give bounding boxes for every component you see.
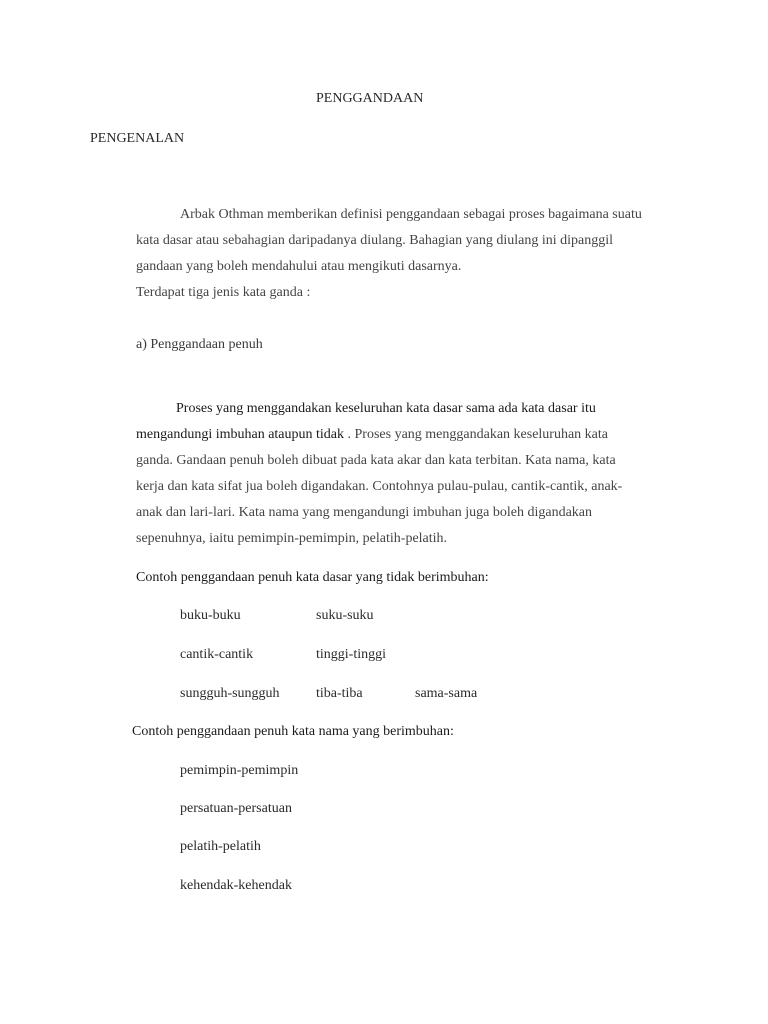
section-heading: PENGENALAN [90, 131, 185, 146]
example-word: sama-sama [415, 686, 478, 701]
body-line-rest-part: . Proses yang menggandakan keseluruhan kata [344, 427, 608, 442]
example-word: tiba-tiba [316, 686, 363, 701]
example-word: suku-suku [316, 608, 374, 623]
body-line: Proses yang menggandakan keseluruhan kata dasar sama ada kata dasar itu [176, 401, 596, 416]
body-line [136, 426, 608, 444]
example-word: tinggi-tinggi [316, 647, 386, 662]
example2-item: persatuan-persatuan [180, 801, 292, 816]
document-title: PENGGANDAAN [316, 91, 424, 106]
intro-line: gandaan yang boleh mendahului atau mengikuti dasarnya. [136, 259, 462, 274]
example-word: buku-buku [180, 608, 241, 623]
intro-line: kata dasar atau sebahagian daripadanya diulang. Bahagian yang diulang ini dipanggil [136, 233, 614, 248]
example2-item: pelatih-pelatih [180, 839, 261, 854]
example2-heading: Contoh penggandaan penuh kata nama yang berimbuhan: [132, 724, 454, 739]
subheading-penggandaan-penuh: a) Penggandaan penuh [136, 337, 263, 352]
example2-item: pemimpin-pemimpin [180, 763, 299, 778]
body-line: kerja dan kata sifat jua boleh digandakan. Contohnya pulau-pulau, cantik-cantik, anak- [136, 479, 623, 494]
example1-heading: Contoh penggandaan penuh kata dasar yang tidak berimbuhan: [136, 570, 489, 585]
intro-line: Arbak Othman memberikan definisi penggandaan sebagai proses bagaimana suatu [180, 207, 642, 222]
example-word: sungguh-sungguh [180, 686, 280, 701]
body-line-dark-part: mengandungi imbuhan ataupun tidak [136, 427, 345, 442]
intro-line: Terdapat tiga jenis kata ganda : [136, 285, 311, 300]
body-line: sepenuhnya, iaitu pemimpin-pemimpin, pelatih-pelatih. [136, 531, 448, 546]
example-word: cantik-cantik [180, 647, 254, 662]
example2-item: kehendak-kehendak [180, 878, 292, 893]
body-line: ganda. Gandaan penuh boleh dibuat pada kata akar dan kata terbitan. Kata nama, kata [136, 453, 616, 468]
body-line: anak dan lari-lari. Kata nama yang mengandungi imbuhan juga boleh digandakan [136, 505, 593, 520]
